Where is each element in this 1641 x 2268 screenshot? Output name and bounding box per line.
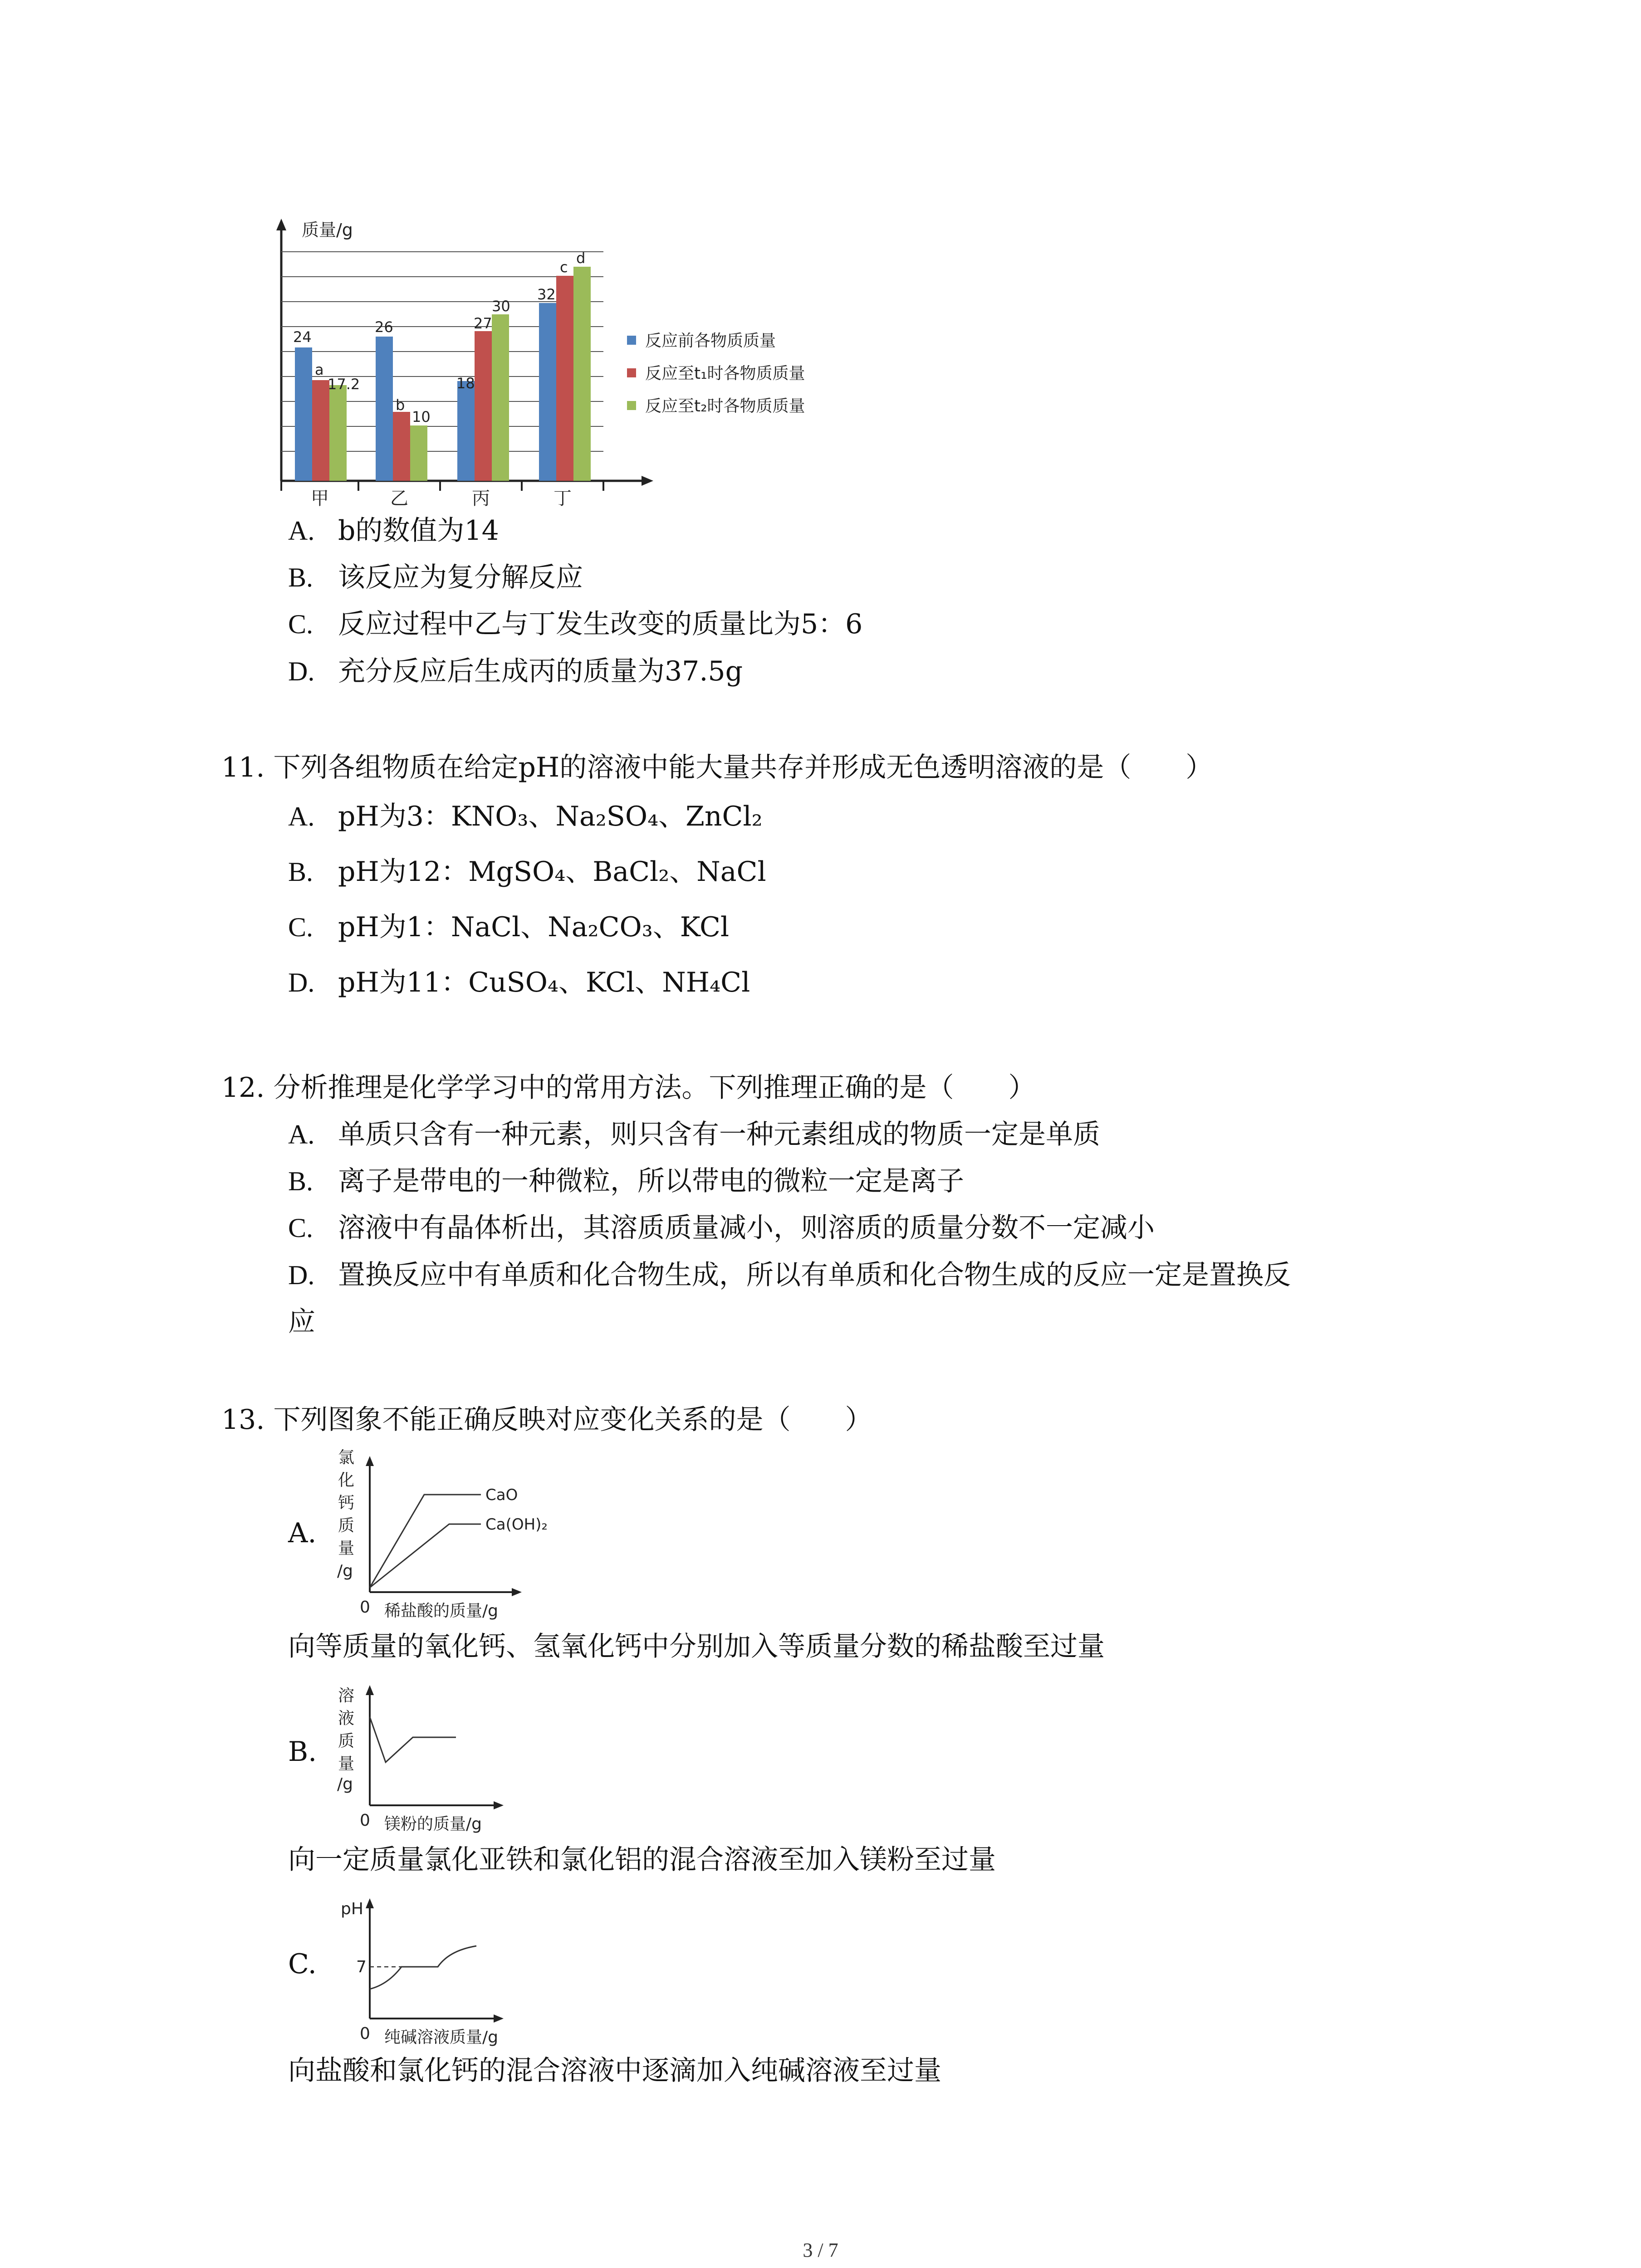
- origin-label: 0: [360, 1811, 370, 1830]
- bar-label: c: [560, 259, 568, 276]
- legend-swatch-green: [627, 401, 636, 410]
- y-axis-char: 氯: [338, 1448, 355, 1467]
- caoh2-curve: [370, 1524, 481, 1588]
- q11-option-c: C. pH为1：NaCl、Na₂CO₃、KCl: [288, 911, 730, 943]
- q13-graph-c: [333, 1887, 524, 2050]
- legend-label: 反应至t₁时各物质质量: [645, 364, 805, 383]
- bar-label: 17.2: [328, 376, 360, 393]
- bar-label: 30: [492, 298, 510, 315]
- q10-option-a: A. b的数值为14: [288, 515, 499, 547]
- ph-curve: [370, 1946, 476, 1989]
- q13-graph-b: [333, 1674, 524, 1837]
- bar-yi-t1: [393, 412, 410, 481]
- x-axis-label: 镁粉的质量/g: [384, 1815, 482, 1833]
- legend-label: 反应前各物质质量: [645, 332, 776, 350]
- legend-swatch-blue: [627, 336, 636, 345]
- y-axis-char: 钙: [338, 1494, 355, 1512]
- q12-option-c: C. 溶液中有晶体析出，其溶质质量减小，则溶质的质量分数不一定减小: [288, 1212, 1155, 1244]
- bar-bing-t2: [492, 314, 509, 481]
- bar-label: 10: [412, 408, 431, 425]
- y-axis-char: 化: [338, 1471, 355, 1490]
- q12-option-d-continued: 应: [288, 1306, 315, 1338]
- q10-bar-chart: [254, 213, 898, 522]
- series-label: CaO: [485, 1486, 518, 1504]
- legend-label: 反应至t₂时各物质质量: [645, 397, 805, 415]
- bar-ding-t1: [556, 276, 573, 481]
- q11-option-d: D. pH为11：CuSO₄、KCl、NH₄Cl: [288, 967, 750, 998]
- bar-label: 18: [456, 375, 475, 392]
- tick-label-7: 7: [356, 1958, 367, 1976]
- series-label: Ca(OH)₂: [485, 1515, 548, 1534]
- y-axis-char: 液: [338, 1709, 355, 1728]
- legend-swatch-red: [627, 368, 636, 377]
- solution-mass-curve: [370, 1717, 456, 1762]
- q10-option-d: D. 充分反应后生成丙的质量为37.5g: [288, 655, 743, 687]
- q13-stem: 13. 下列图象不能正确反映对应变化关系的是（ ）: [221, 1404, 872, 1436]
- bar-yi-t2: [410, 425, 427, 481]
- q10-option-c: C. 反应过程中乙与丁发生改变的质量比为5：6: [288, 608, 863, 640]
- q13-graph-a: [333, 1442, 569, 1624]
- q13-option-b-letter: B.: [288, 1736, 317, 1768]
- bar-bing-t1: [475, 331, 492, 481]
- bar-label: 24: [293, 328, 312, 346]
- bar-jia-t1: [312, 380, 329, 481]
- x-axis-label: 纯碱溶液质量/g: [384, 2028, 498, 2047]
- category-label: 丙: [472, 488, 490, 509]
- q12-stem: 12. 分析推理是化学学习中的常用方法。下列推理正确的是（ ）: [221, 1072, 1036, 1104]
- bar-label: 27: [474, 315, 492, 332]
- category-label: 乙: [390, 488, 408, 509]
- bar-label: 26: [375, 318, 393, 336]
- y-axis-char: /g: [337, 1562, 353, 1580]
- bar-yi-before: [376, 337, 393, 481]
- bar-jia-before: [295, 347, 312, 481]
- q12-option-b: B. 离子是带电的一种微粒，所以带电的微粒一定是离子: [288, 1165, 964, 1197]
- bar-label: d: [576, 249, 586, 267]
- y-axis-char: 量: [338, 1755, 355, 1773]
- q11-stem: 11. 下列各组物质在给定pH的溶液中能大量共存并形成无色透明溶液的是（ ）: [221, 752, 1213, 783]
- y-axis-char: 量: [338, 1539, 355, 1558]
- q13-a-caption: 向等质量的氧化钙、氢氧化钙中分别加入等质量分数的稀盐酸至过量: [288, 1631, 1105, 1662]
- q11-option-a: A. pH为3：KNO₃、Na₂SO₄、ZnCl₂: [288, 801, 763, 832]
- q11-option-b: B. pH为12：MgSO₄、BaCl₂、NaCl: [288, 856, 766, 888]
- y-axis-char: 质: [338, 1516, 355, 1535]
- bar-label: b: [396, 396, 405, 414]
- category-label: 甲: [311, 488, 329, 509]
- origin-label: 0: [360, 1598, 370, 1617]
- q13-c-caption: 向盐酸和氯化钙的混合溶液中逐滴加入纯碱溶液至过量: [288, 2055, 941, 2087]
- q13-option-a-letter: A.: [288, 1517, 317, 1549]
- origin-label: 0: [360, 2024, 370, 2043]
- q13-b-caption: 向一定质量氯化亚铁和氯化铝的混合溶液至加入镁粉至过量: [288, 1844, 996, 1876]
- page-number: 3 / 7: [803, 2239, 838, 2261]
- y-axis-char: 质: [338, 1732, 355, 1750]
- q10-ylabel: 质量/g: [302, 220, 353, 240]
- x-axis-label: 稀盐酸的质量/g: [384, 1602, 498, 1620]
- y-axis-char: /g: [337, 1775, 353, 1794]
- q12-option-a: A. 单质只含有一种元素，则只含有一种元素组成的物质一定是单质: [288, 1119, 1100, 1150]
- y-axis-char: 溶: [338, 1686, 355, 1705]
- bar-label: 32: [537, 286, 556, 303]
- y-axis-label: pH: [341, 1900, 363, 1918]
- bar-label: a: [315, 361, 324, 378]
- bar-ding-before: [539, 303, 556, 481]
- q10-option-b: B. 该反应为复分解反应: [288, 562, 583, 593]
- bar-bing-before: [457, 381, 475, 481]
- bar-ding-t2: [573, 267, 591, 481]
- q12-option-d: D. 置换反应中有单质和化合物生成，所以有单质和化合物生成的反应一定是置换反: [288, 1259, 1291, 1291]
- category-label: 丁: [554, 488, 572, 509]
- bar-jia-t2: [329, 385, 347, 481]
- q13-option-c-letter: C.: [288, 1948, 317, 1980]
